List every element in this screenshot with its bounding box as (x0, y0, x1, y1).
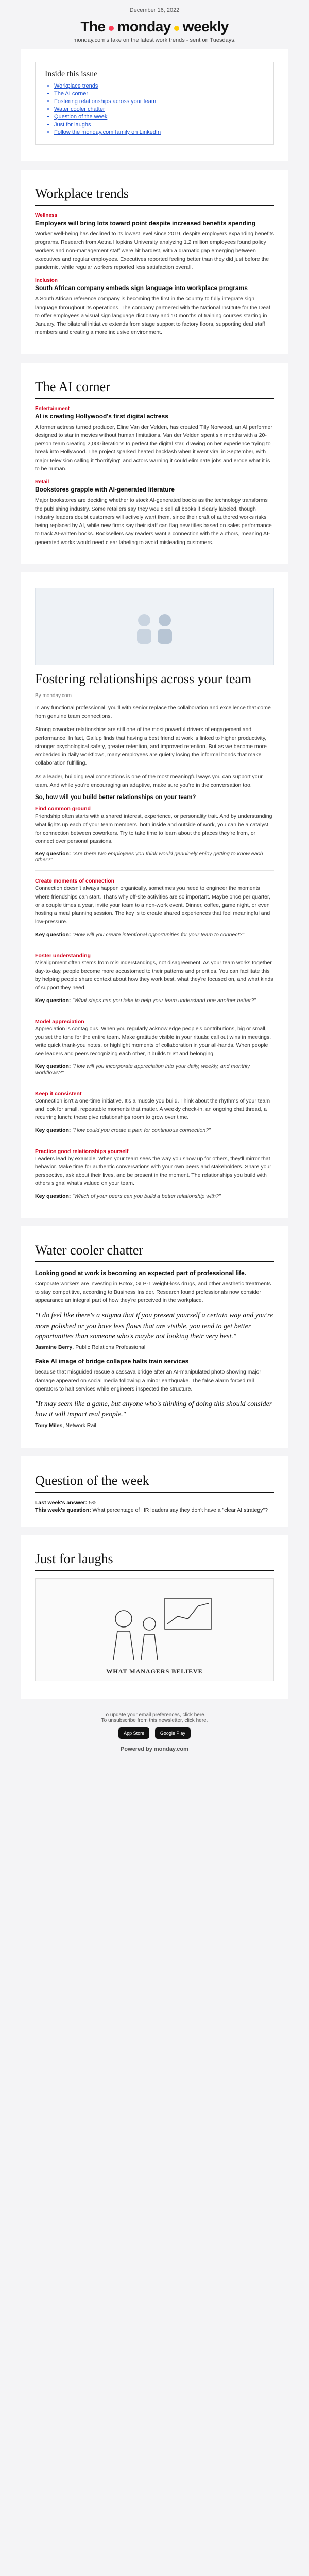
toc-link[interactable]: Question of the week (54, 114, 108, 120)
toc-link[interactable]: The AI corner (54, 91, 89, 97)
story-body: Worker well-being has declined to its lowest level since 2019, despite employers expanding benefits programs. Research from Aetna Hopkins University analyzing 1.2 million employees found policy workers and non-management staff were hit hardest, with a dramatic gap emerging between executives and regular employees. Executives reported feeling better than they did just before the pandemic, while regular workers reported less satisfaction overall. (35, 231, 274, 271)
cartoon-image (35, 1578, 274, 1681)
toc-link[interactable]: Follow the monday.com family on LinkedIn (54, 129, 161, 135)
google-play-button[interactable]: Google Play (155, 1727, 191, 1739)
water-cooler-section (21, 1226, 288, 1448)
table-of-contents (35, 62, 274, 145)
logo-main: monday (117, 19, 171, 35)
intro-paragraph: As a leader, building real connections is one of the most meaningful ways you can support your team. And while you're encouraging an adaptive, make sure you're in the conversation too. (35, 773, 263, 788)
logo-suffix: weekly (182, 19, 229, 35)
cartoon-caption: WHAT MANAGERS BELIEVE (106, 1667, 203, 1675)
logo-prefix: The (80, 19, 106, 35)
qotw-section (21, 1456, 288, 1527)
story-kicker: Retail (35, 479, 49, 485)
key-question: Key question: "How will you incorporate appreciation into your daily, weekly, and monthly workflows?" (35, 1063, 250, 1076)
story-kicker: Entertainment (35, 405, 70, 412)
tip-body: Misalignment often stems from misunderstandings, not disagreement. As your team works together day-to-day, people become more accustomed to their patterns and priorities. You can facilitate this by helping people share context about how they work best, what they're focused on, and what kinds of support they need. (35, 959, 273, 991)
quote-attribution: Tony Miles, Network Rail (35, 1422, 96, 1429)
toc-link[interactable]: Water cooler chatter (54, 106, 105, 112)
fostering-section (21, 572, 288, 1218)
laughs-section (21, 1535, 288, 1699)
toc-link[interactable]: Just for laughs (54, 122, 91, 128)
brand-logo (0, 15, 309, 37)
key-question: Key question: "How will you create intentional opportunities for your team to connect?" (35, 931, 245, 938)
tip-body: Connection doesn't always happen organically, sometimes you need to engineer the moments where friendships can start. That's why off-site activities are so important. Maybe once per quarter, or a couple times a year, invite your team to a non-work event. Dinner, coffee, game night, or even hosting a meal planning session. The key is to create shared experiences that feel meaningful and low-pressure. (35, 885, 270, 925)
section-title: Fostering relationships across your team (35, 671, 252, 686)
section-title: Just for laughs (35, 1551, 274, 1571)
toc-item (54, 106, 264, 112)
story-body: because that misguided rescue a cassava bridge after an AI-manipulated photo showing major damage appeared on social media following a minor earthquake. The false alarm forced rail operators to halt services while engineers inspected the structure. (35, 1369, 261, 1392)
story-body: A South African reference company is becoming the first in the country to fully integrate sign language throughout its operations. The company partnered with the National Institute for the Deaf to offer employees a visual sign language dictionary and 10 months of training courses starting in January. The bilateral initiative extends from stage support to factory floors, supporting deaf staff members and creating a more inclusive environment. (35, 296, 270, 336)
toc-item (54, 129, 264, 135)
toc-card (21, 49, 288, 161)
story-headline[interactable]: South African company embeds sign language into workplace programs (35, 284, 248, 292)
story-body: Major bookstores are deciding whether to stock AI-generated books as the technology transforms the publishing industry. Some retailers say they would sell all books if clearly labeled, though industry leaders doubt customers will actively want them, since their craft of authored works risks being replaced by AI, while new firms say their staff can flag new titles based on sales performance to track AI-written books. Booksellers say readers want a connection with the authors, meaning AI-generated works would need clear labeling to avoid misleading customers. (35, 497, 272, 546)
tagline: monday.com's take on the latest work trends - sent on Tuesdays. (73, 37, 236, 43)
feature-image (35, 588, 274, 665)
tip-body: Leaders lead by example. When your team sees the way you show up for others, they'll mirror that behavior. Make time for authentic conversations with your own peers and stakeholders. Share your perspective, ask about their lives, and be present in the moment. The relationships you build with others signal what's valued on your team. (35, 1155, 271, 1187)
story-headline[interactable]: AI is creating Hollywood's first digital actress (35, 412, 168, 420)
tip-body: Friendship often starts with a shared interest, experience, or personality trait. And by understanding what lights up each of your team members, both inside and outside of work, you can be a catalyst for connection between coworkers. Try to take time to learn about the places they're from, or connect over personal passions. (35, 813, 272, 845)
logo-dot-icon (109, 26, 114, 31)
pull-quote: "It may seem like a game, but anyone who's thinking of doing this should consider how it will impact real people." (35, 1400, 272, 1419)
story-headline[interactable]: Bookstores grapple with AI-generated literature (35, 486, 175, 494)
tip-title: Model appreciation (35, 1018, 84, 1025)
tip-title: Find common ground (35, 806, 91, 812)
logo-dot-icon (174, 26, 179, 31)
story-headline[interactable]: Employers will bring lots toward point despite increased benefits spending (35, 219, 256, 227)
divider (35, 870, 274, 871)
quote-attribution: Jasmine Berry, Public Relations Professional (35, 1344, 146, 1351)
section-title: Water cooler chatter (35, 1243, 274, 1262)
toc-item (54, 83, 264, 89)
intro-paragraph: Strong coworker relationships are still one of the most powerful drivers of engagement and performance. In fact, Gallup finds that having a best friend at work is linked to higher productivity, stronger psychological safety, greater retention, and improved retention. But as we become more embedded in daily workflows, many employees are quietly losing the informal bonds that make collaboration fulfilling. (35, 726, 267, 767)
email-preferences-text[interactable]: To update your email preferences, click here. (103, 1711, 206, 1718)
key-question: Key question: "How could you create a plan for continuous connection?" (35, 1127, 211, 1133)
issue-date: December 16, 2022 (129, 7, 180, 13)
story-kicker: Inclusion (35, 278, 58, 284)
toc-link[interactable]: Workplace trends (54, 83, 98, 89)
cartoon-drawing-icon (88, 1593, 221, 1665)
tip-title: Foster understanding (35, 952, 91, 959)
app-store-button[interactable]: App Store (118, 1727, 149, 1739)
last-week-answer: Last week's answer: 5% (35, 1499, 97, 1506)
tip-title: Practice good relationships yourself (35, 1148, 129, 1155)
key-question: Key question: "Are there two employees you think would genuinely enjoy getting to know each other?" (35, 851, 263, 863)
toc-item (54, 98, 264, 105)
powered-by: Powered by monday.com (121, 1745, 188, 1752)
ai-corner-section (21, 363, 288, 564)
guiding-question: So, how will you build better relationships on your team? (35, 794, 196, 801)
story-kicker: Wellness (35, 213, 58, 218)
byline: By monday.com (35, 692, 72, 699)
workplace-trends-section (21, 170, 288, 354)
intro-paragraph: In any functional professional, you'll with senior replace the collaboration and excellence that come from genuine team connections. (35, 704, 271, 720)
tip-body: Appreciation is contagious. When you regularly acknowledge people's contributions, big or small, you set the tone for the entire team. Make gratitude visible in your rituals: call out wins in meetings, write quick thank-you notes, or highlight moments of collaboration in your all-hands. When people see leaders and peers recognizing each other, it builds trust and belonging. (35, 1025, 271, 1057)
tip-title: Keep it consistent (35, 1090, 82, 1097)
app-badges (0, 1723, 309, 1743)
toc-item (54, 122, 264, 128)
key-question: Key question: "What steps can you take to help your team understand one another better?" (35, 997, 256, 1004)
this-week-question: This week's question: What percentage of HR leaders say they don't have a "clear AI strategy"? (35, 1506, 268, 1513)
section-title: Workplace trends (35, 186, 274, 206)
tip-title: Create moments of connection (35, 878, 115, 885)
toc-title: Inside this issue (45, 70, 98, 78)
story-body: Corporate workers are investing in Botox, GLP-1 weight-loss drugs, and other aesthetic treatments to stay competitive, according to Business Insider. Research found professionals now consider appearance an integral part of how they're perceived in the workplace. (35, 1280, 271, 1304)
pull-quote: "I do feel like there's a stigma that if you present yourself a certain way and you're more polished or you have less flaws that are visible, you tend to get better opportunities than someone who's maybe not looking their very best." (35, 1312, 273, 1341)
footer (0, 1707, 309, 1768)
people-illustration-icon (124, 606, 185, 647)
story-headline[interactable]: Looking good at work is becoming an expected part of professional life. (35, 1269, 247, 1277)
toc-item (54, 91, 264, 97)
story-headline[interactable]: Fake AI image of bridge collapse halts train services (35, 1358, 189, 1365)
unsubscribe-text[interactable]: To unsubscribe from this newsletter, click here. (101, 1717, 208, 1723)
toc-link[interactable]: Fostering relationships across your team (54, 98, 157, 105)
toc-item (54, 114, 264, 120)
section-title: Question of the week (35, 1473, 274, 1493)
toc-list (45, 83, 264, 135)
tip-body: Connection isn't a one-time initiative. It's a muscle you build. Think about the rhythms of your team and look for small, repeatable moments that matter. A weekly check-in, an ongoing chat thread, a recurring lunch: these give relationships room to grow over time. (35, 1097, 270, 1121)
section-title: The AI corner (35, 379, 274, 399)
key-question: Key question: "Which of your peers can you build a better relationship with?" (35, 1193, 221, 1199)
story-body: A former actress turned producer, Eline Van der Velden, has created Tilly Norwood, an AI performer designed to star in movies without human limitations. Van der Velden spent six months with a 20-person team creating 2,000 iterations to perfect the digital star, drawing on her experience trying to break into Hollywood. The project sparked heated backlash when it went viral in September, with major television calling it "horrifying" and actors warning it could eliminate jobs and erode what it is to be human. (35, 423, 272, 472)
